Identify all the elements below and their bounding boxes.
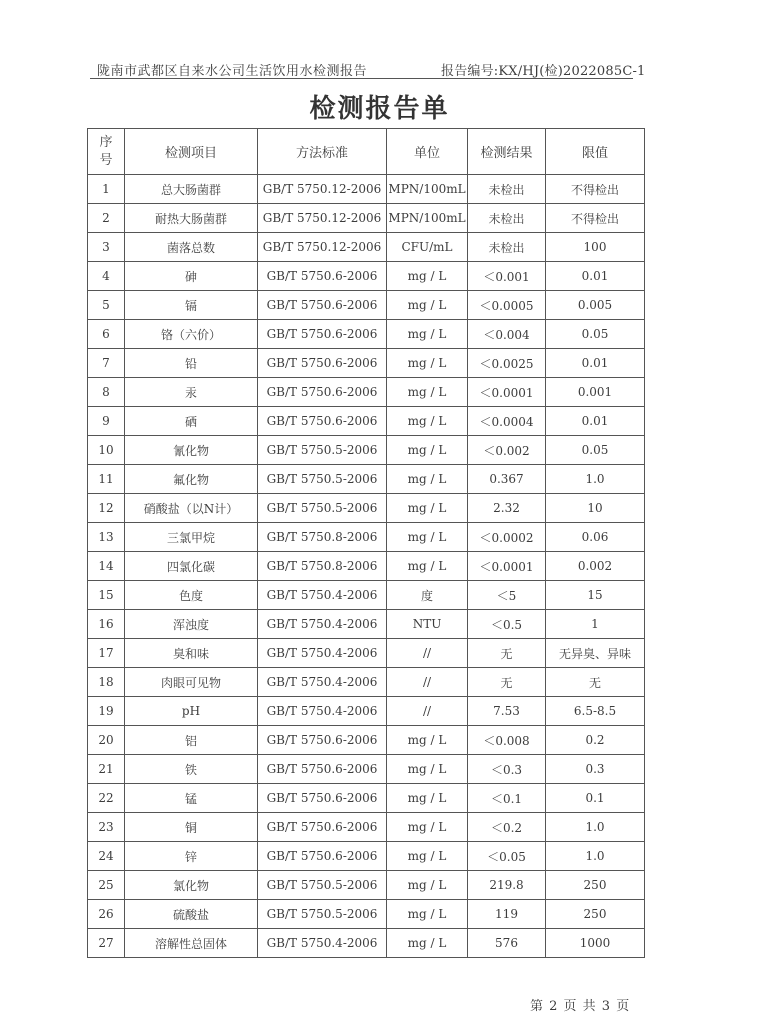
- cell-result: 未检出: [468, 204, 546, 233]
- cell-item: 氯化物: [125, 871, 258, 900]
- cell-result: ＜0.0001: [468, 552, 546, 581]
- cell-item: 色度: [125, 581, 258, 610]
- cell-method: GB/T 5750.6-2006: [258, 407, 387, 436]
- column-header-limit: 限值: [546, 129, 645, 175]
- column-header-item: 检测项目: [125, 129, 258, 175]
- cell-unit: mg / L: [387, 378, 468, 407]
- cell-result: 0.367: [468, 465, 546, 494]
- column-header-seq: [88, 129, 125, 175]
- table-row: [88, 262, 645, 291]
- cell-method: GB/T 5750.8-2006: [258, 552, 387, 581]
- table-row: [88, 639, 645, 668]
- cell-limit: 250: [546, 900, 645, 929]
- cell-item: 硒: [125, 407, 258, 436]
- cell-result: ＜0.1: [468, 784, 546, 813]
- table-row: [88, 610, 645, 639]
- cell-method: GB/T 5750.4-2006: [258, 668, 387, 697]
- cell-limit: 0.2: [546, 726, 645, 755]
- cell-seq: 3: [88, 233, 125, 262]
- cell-seq: 5: [88, 291, 125, 320]
- cell-seq: 6: [88, 320, 125, 349]
- table-header-row: [88, 129, 645, 175]
- cell-result: ＜5: [468, 581, 546, 610]
- table-row: [88, 900, 645, 929]
- cell-result: ＜0.05: [468, 842, 546, 871]
- cell-method: GB/T 5750.6-2006: [258, 349, 387, 378]
- cell-seq: 15: [88, 581, 125, 610]
- cell-method: GB/T 5750.6-2006: [258, 842, 387, 871]
- cell-item: 铝: [125, 726, 258, 755]
- cell-seq: 26: [88, 900, 125, 929]
- cell-seq: 22: [88, 784, 125, 813]
- cell-limit: 0.05: [546, 436, 645, 465]
- cell-method: GB/T 5750.12-2006: [258, 233, 387, 262]
- cell-limit: 不得检出: [546, 204, 645, 233]
- table-row: [88, 436, 645, 465]
- page-title: 检测报告单: [309, 94, 450, 124]
- cell-method: GB/T 5750.4-2006: [258, 581, 387, 610]
- cell-seq: 4: [88, 262, 125, 291]
- table-row: [88, 291, 645, 320]
- cell-item: 锰: [125, 784, 258, 813]
- report-org-title: 陇南市武都区自来水公司生活饮用水检测报告: [97, 64, 368, 79]
- table-row: [88, 407, 645, 436]
- cell-seq: 11: [88, 465, 125, 494]
- cell-result: ＜0.3: [468, 755, 546, 784]
- cell-item: 镉: [125, 291, 258, 320]
- cell-item: 氟化物: [125, 465, 258, 494]
- cell-limit: 0.1: [546, 784, 645, 813]
- table-row: [88, 320, 645, 349]
- cell-item: 三氯甲烷: [125, 523, 258, 552]
- column-header-seq-label: 序 号: [99, 134, 113, 168]
- cell-unit: NTU: [387, 610, 468, 639]
- cell-item: 耐热大肠菌群: [125, 204, 258, 233]
- cell-unit: mg / L: [387, 842, 468, 871]
- cell-limit: 0.06: [546, 523, 645, 552]
- cell-method: GB/T 5750.6-2006: [258, 784, 387, 813]
- cell-unit: mg / L: [387, 871, 468, 900]
- cell-limit: 1.0: [546, 813, 645, 842]
- table-row: [88, 465, 645, 494]
- cell-seq: 17: [88, 639, 125, 668]
- cell-limit: 无异臭、异味: [546, 639, 645, 668]
- cell-method: GB/T 5750.8-2006: [258, 523, 387, 552]
- cell-limit: 250: [546, 871, 645, 900]
- cell-result: 2.32: [468, 494, 546, 523]
- cell-method: GB/T 5750.4-2006: [258, 610, 387, 639]
- table-row: [88, 378, 645, 407]
- cell-unit: mg / L: [387, 436, 468, 465]
- table-row: [88, 726, 645, 755]
- cell-seq: 20: [88, 726, 125, 755]
- cell-method: GB/T 5750.12-2006: [258, 175, 387, 204]
- cell-seq: 14: [88, 552, 125, 581]
- cell-seq: 7: [88, 349, 125, 378]
- cell-unit: mg / L: [387, 755, 468, 784]
- table-row: [88, 552, 645, 581]
- cell-unit: //: [387, 697, 468, 726]
- cell-method: GB/T 5750.4-2006: [258, 929, 387, 958]
- cell-item: 砷: [125, 262, 258, 291]
- cell-unit: mg / L: [387, 262, 468, 291]
- cell-result: ＜0.5: [468, 610, 546, 639]
- table-row: [88, 204, 645, 233]
- cell-result: ＜0.0005: [468, 291, 546, 320]
- cell-result: 无: [468, 668, 546, 697]
- cell-item: pH: [125, 697, 258, 726]
- cell-seq: 10: [88, 436, 125, 465]
- cell-method: GB/T 5750.5-2006: [258, 494, 387, 523]
- cell-item: 硝酸盐（以N计）: [125, 494, 258, 523]
- column-header-method: 方法标准: [258, 129, 387, 175]
- cell-limit: 0.3: [546, 755, 645, 784]
- cell-result: ＜0.004: [468, 320, 546, 349]
- cell-result: ＜0.0004: [468, 407, 546, 436]
- cell-limit: 1.0: [546, 465, 645, 494]
- cell-result: 未检出: [468, 175, 546, 204]
- cell-method: GB/T 5750.6-2006: [258, 320, 387, 349]
- cell-limit: 0.001: [546, 378, 645, 407]
- cell-method: GB/T 5750.6-2006: [258, 726, 387, 755]
- cell-seq: 27: [88, 929, 125, 958]
- cell-result: 119: [468, 900, 546, 929]
- table-row: [88, 233, 645, 262]
- cell-seq: 19: [88, 697, 125, 726]
- cell-item: 菌落总数: [125, 233, 258, 262]
- cell-item: 臭和味: [125, 639, 258, 668]
- cell-seq: 12: [88, 494, 125, 523]
- header-divider: [90, 78, 633, 79]
- cell-item: 浑浊度: [125, 610, 258, 639]
- cell-unit: //: [387, 668, 468, 697]
- cell-limit: 0.01: [546, 349, 645, 378]
- table-row: [88, 784, 645, 813]
- cell-seq: 1: [88, 175, 125, 204]
- cell-unit: mg / L: [387, 465, 468, 494]
- cell-seq: 25: [88, 871, 125, 900]
- cell-result: 219.8: [468, 871, 546, 900]
- cell-unit: //: [387, 639, 468, 668]
- table-row: [88, 697, 645, 726]
- cell-limit: 100: [546, 233, 645, 262]
- cell-limit: 不得检出: [546, 175, 645, 204]
- cell-seq: 23: [88, 813, 125, 842]
- cell-unit: mg / L: [387, 291, 468, 320]
- cell-unit: MPN/100mL: [387, 204, 468, 233]
- cell-item: 铅: [125, 349, 258, 378]
- table-row: [88, 842, 645, 871]
- cell-seq: 8: [88, 378, 125, 407]
- cell-result: ＜0.0001: [468, 378, 546, 407]
- cell-item: 锌: [125, 842, 258, 871]
- cell-limit: 15: [546, 581, 645, 610]
- cell-method: GB/T 5750.6-2006: [258, 755, 387, 784]
- cell-result: ＜0.0002: [468, 523, 546, 552]
- cell-unit: mg / L: [387, 784, 468, 813]
- cell-limit: 1: [546, 610, 645, 639]
- cell-limit: 0.05: [546, 320, 645, 349]
- table-row: [88, 349, 645, 378]
- cell-result: ＜0.008: [468, 726, 546, 755]
- table-row: [88, 929, 645, 958]
- cell-unit: mg / L: [387, 726, 468, 755]
- column-header-result: 检测结果: [468, 129, 546, 175]
- cell-item: 硫酸盐: [125, 900, 258, 929]
- column-header-unit: 单位: [387, 129, 468, 175]
- cell-method: GB/T 5750.5-2006: [258, 900, 387, 929]
- cell-seq: 13: [88, 523, 125, 552]
- cell-unit: mg / L: [387, 320, 468, 349]
- cell-method: GB/T 5750.5-2006: [258, 436, 387, 465]
- cell-method: GB/T 5750.6-2006: [258, 813, 387, 842]
- report-number: 报告编号:KX/HJ(检)2022085C-1: [441, 64, 646, 79]
- cell-limit: 6.5-8.5: [546, 697, 645, 726]
- cell-seq: 2: [88, 204, 125, 233]
- cell-result: 576: [468, 929, 546, 958]
- cell-result: ＜0.0025: [468, 349, 546, 378]
- cell-item: 肉眼可见物: [125, 668, 258, 697]
- table-row: [88, 581, 645, 610]
- cell-method: GB/T 5750.4-2006: [258, 639, 387, 668]
- cell-limit: 1.0: [546, 842, 645, 871]
- cell-item: 氰化物: [125, 436, 258, 465]
- cell-seq: 9: [88, 407, 125, 436]
- cell-result: ＜0.002: [468, 436, 546, 465]
- cell-unit: mg / L: [387, 929, 468, 958]
- cell-unit: MPN/100mL: [387, 175, 468, 204]
- table-row: [88, 523, 645, 552]
- cell-method: GB/T 5750.6-2006: [258, 291, 387, 320]
- cell-result: ＜0.2: [468, 813, 546, 842]
- cell-limit: 0.01: [546, 262, 645, 291]
- table-row: [88, 668, 645, 697]
- inspection-table: [87, 128, 645, 958]
- cell-unit: mg / L: [387, 523, 468, 552]
- cell-result: 7.53: [468, 697, 546, 726]
- cell-item: 铜: [125, 813, 258, 842]
- table-row: [88, 494, 645, 523]
- cell-result: ＜0.001: [468, 262, 546, 291]
- cell-seq: 21: [88, 755, 125, 784]
- cell-seq: 24: [88, 842, 125, 871]
- cell-method: GB/T 5750.12-2006: [258, 204, 387, 233]
- table-row: [88, 175, 645, 204]
- cell-result: 未检出: [468, 233, 546, 262]
- table-row: [88, 755, 645, 784]
- cell-method: GB/T 5750.5-2006: [258, 465, 387, 494]
- cell-unit: mg / L: [387, 813, 468, 842]
- page-number: 第 2 页 共 3 页: [530, 999, 631, 1014]
- cell-unit: CFU/mL: [387, 233, 468, 262]
- cell-item: 溶解性总固体: [125, 929, 258, 958]
- cell-limit: 10: [546, 494, 645, 523]
- cell-method: GB/T 5750.6-2006: [258, 378, 387, 407]
- cell-unit: 度: [387, 581, 468, 610]
- table-row: [88, 813, 645, 842]
- table-row: [88, 871, 645, 900]
- cell-unit: mg / L: [387, 494, 468, 523]
- cell-unit: mg / L: [387, 407, 468, 436]
- cell-item: 铁: [125, 755, 258, 784]
- cell-method: GB/T 5750.6-2006: [258, 262, 387, 291]
- cell-limit: 0.01: [546, 407, 645, 436]
- cell-seq: 18: [88, 668, 125, 697]
- cell-limit: 0.005: [546, 291, 645, 320]
- table-body: [88, 175, 645, 958]
- cell-item: 汞: [125, 378, 258, 407]
- cell-item: 铬（六价）: [125, 320, 258, 349]
- cell-unit: mg / L: [387, 349, 468, 378]
- cell-method: GB/T 5750.4-2006: [258, 697, 387, 726]
- cell-limit: 1000: [546, 929, 645, 958]
- cell-unit: mg / L: [387, 900, 468, 929]
- cell-unit: mg / L: [387, 552, 468, 581]
- cell-item: 四氯化碳: [125, 552, 258, 581]
- cell-seq: 16: [88, 610, 125, 639]
- cell-result: 无: [468, 639, 546, 668]
- cell-item: 总大肠菌群: [125, 175, 258, 204]
- cell-method: GB/T 5750.5-2006: [258, 871, 387, 900]
- cell-limit: 无: [546, 668, 645, 697]
- cell-limit: 0.002: [546, 552, 645, 581]
